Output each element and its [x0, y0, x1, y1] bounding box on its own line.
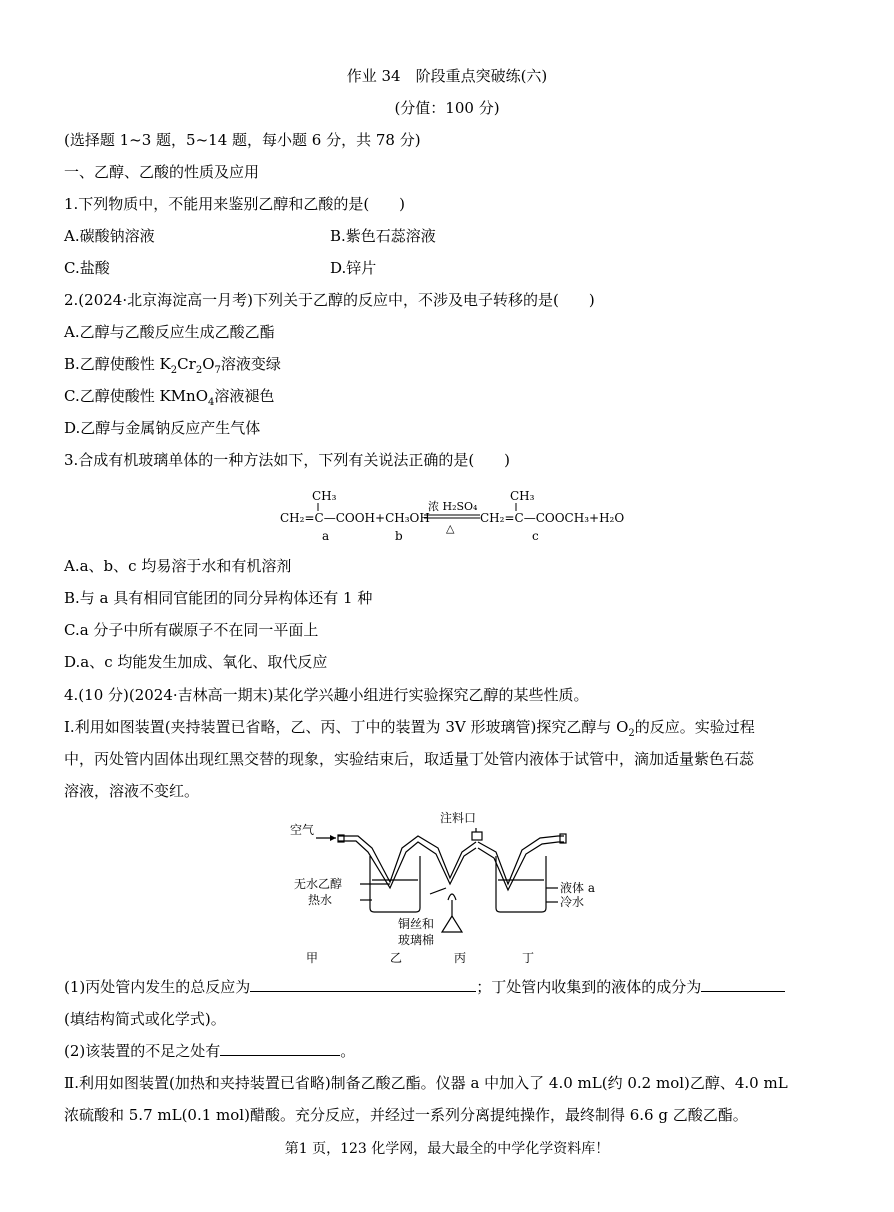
label-copper-wire: 铜丝和 — [398, 917, 435, 931]
label-ding: 丁 — [522, 951, 535, 965]
eq-ch3-left: CH₃ — [312, 489, 337, 503]
eq-condition-top: 浓 H₂SO₄ — [428, 500, 478, 513]
label-bing: 丙 — [454, 951, 467, 965]
q2-option-c: C.乙醇使酸性 KMnO$_4$溶液褪色 — [64, 387, 275, 408]
label-inlet: 注料口 — [440, 811, 477, 825]
scoring-note: (选择题 1~3 题，5~14 题，每小题 6 分，共 78 分) — [64, 131, 421, 149]
question-3-stem: 3.合成有机玻璃单体的一种方法如下，下列有关说法正确的是( ) — [64, 451, 511, 469]
label-hot-water: 热水 — [308, 893, 333, 907]
section-heading: 一、乙醇、乙酸的性质及应用 — [64, 163, 260, 181]
label-jia: 甲 — [306, 951, 319, 965]
label-air: 空气 — [290, 823, 315, 837]
score-line: (分值：100 分) — [394, 99, 500, 117]
q3-option-d: D.a、c 均能发生加成、氧化、取代反应 — [64, 653, 328, 671]
q4-sub2: (2)该装置的不足之处有 。 — [64, 1042, 356, 1060]
q3-option-a: A.a、b、c 均易溶于水和有机溶剂 — [64, 557, 292, 575]
question-4-stem: 4.(10 分)(2024·吉林高一期末)某化学兴趣小组进行实验探究乙醇的某些性质。 — [64, 686, 589, 704]
q4-sub1-line1: (1)丙处管内发生的总反应为 ；丁处管内收集到的液体的成分为 — [64, 977, 785, 997]
q4-part1-line1: Ⅰ.利用如图装置(夹持装置已省略，乙、丙、丁中的装置为 3V 形玻璃管)探究乙醇与 $O_2$的反应。实验过程 — [64, 718, 755, 739]
label-anhydrous-ethanol: 无水乙醇 — [294, 877, 343, 891]
eq-ch3-right: CH₃ — [510, 489, 535, 503]
q4-part1-line2: 中，丙处管内固体出现红黑交替的现象，实验结束后，取适量丁处管内液体于试管中，滴加适量紫色石蕊 — [64, 750, 755, 768]
label-liquid-a: 液体 a — [560, 881, 595, 895]
q4-part2-line2: 浓硫酸和 5.7 mL(0.1 mol)醋酸。充分反应，并经过一系列分离提纯操作，最终制得 6.6 g 乙酸乙酯。 — [64, 1106, 748, 1124]
q1-option-a: A.碳酸钠溶液 — [64, 227, 155, 245]
eq-condition-bottom: △ — [446, 522, 455, 535]
q4-part2-line1: Ⅱ.利用如图装置(加热和夹持装置已省略)制备乙酸乙酯。仪器 a 中加入了 4.0 mL(约 0.2 mol)乙醇、4.0 mL — [64, 1074, 788, 1092]
eq-label-a: a — [322, 529, 330, 543]
q1-option-d: D.锌片 — [330, 259, 377, 277]
label-cold-water: 冷水 — [560, 895, 585, 909]
reaction-equation — [270, 484, 630, 544]
page-title: 作业 34 阶段重点突破练(六) — [346, 67, 548, 85]
page-footer: 第1 页，123 化学网，最大最全的中学化学资料库！ — [284, 1141, 610, 1157]
q3-option-c: C.a 分子中所有碳原子不在同一平面上 — [64, 621, 319, 639]
q1-option-b: B.紫色石蕊溶液 — [330, 227, 436, 245]
eq-left-side: CH₂=C—COOH+CH₃OH — [280, 511, 430, 525]
q4-part1-line3: 溶液，溶液不变红。 — [64, 782, 200, 800]
question-1-stem: 1.下列物质中，不能用来鉴别乙醇和乙酸的是( ) — [64, 195, 406, 213]
eq-right-side: CH₂=C—COOCH₃+H₂O — [480, 511, 625, 525]
q2-option-a: A.乙醇与乙酸反应生成乙酸乙酯 — [64, 323, 275, 341]
q4-sub1-line2: (填结构简式或化学式)。 — [64, 1010, 226, 1028]
label-glass-wool: 玻璃棉 — [398, 933, 435, 947]
question-2-stem: 2.(2024·北京海淀高一月考)下列关于乙醇的反应中，不涉及电子转移的是( ) — [64, 291, 595, 309]
q2-option-d: D.乙醇与金属钠反应产生气体 — [64, 419, 261, 437]
apparatus-diagram — [290, 808, 620, 968]
eq-label-b: b — [395, 529, 403, 543]
q1-option-c: C.盐酸 — [64, 259, 110, 277]
q2-option-b: B.乙醇使酸性 $K_2Cr_2O_7$溶液变绿 — [64, 355, 281, 376]
eq-label-c: c — [532, 529, 539, 543]
label-yi: 乙 — [390, 951, 403, 965]
q3-option-b: B.与 a 具有相同官能团的同分异构体还有 1 种 — [64, 589, 373, 607]
